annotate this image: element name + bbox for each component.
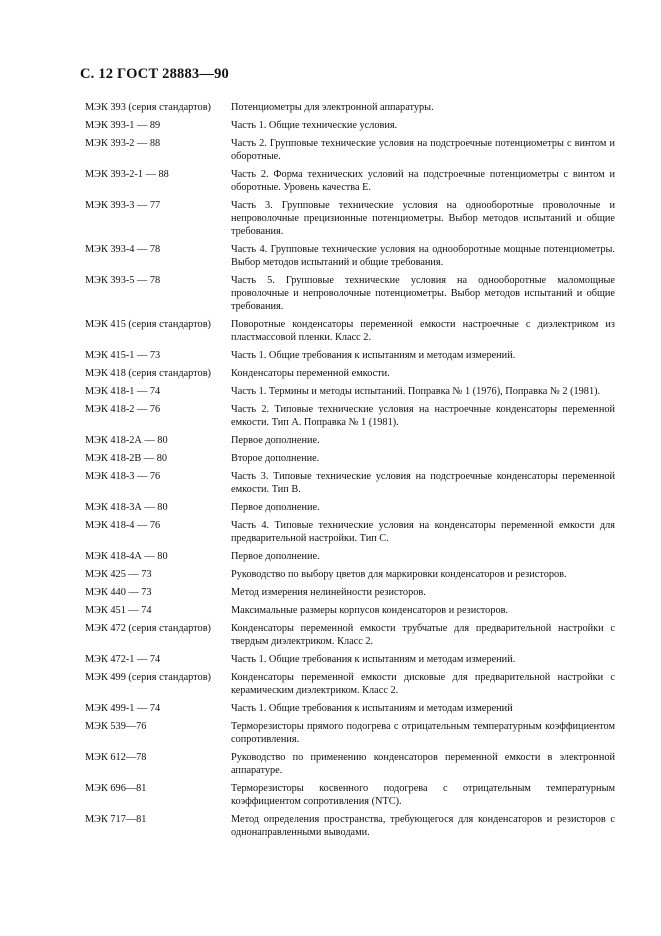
standard-description: Часть 4. Групповые технические условия на однооборотные мощные потенциометры. Выбор методов испытаний и общие требования. (231, 244, 615, 268)
standard-code: МЭК 499 (серия стандартов) (85, 672, 211, 683)
standard-entry (85, 813, 615, 839)
standard-entry (85, 568, 615, 581)
standard-code: МЭК 717—81 (85, 814, 147, 825)
standard-code: МЭК 418 (серия стандартов) (85, 368, 211, 379)
standard-entry (85, 434, 615, 447)
standard-code: МЭК 451 — 74 (85, 605, 152, 616)
standard-description: Часть 5. Групповые технические условия на однооборотные маломощные проволочные и непроволочные потенциометры. Выбор методов испытаний и общие требования. (231, 275, 615, 312)
standard-entry (85, 751, 615, 777)
standard-code: МЭК 472 (серия стандартов) (85, 623, 211, 634)
standard-description: Часть 4. Типовые технические условия на конденсаторы переменной емкости для предварительной настройки. Тип С. (231, 520, 615, 544)
standard-code: МЭК 425 — 73 (85, 569, 152, 580)
standard-entry (85, 604, 615, 617)
standard-entry (85, 168, 615, 194)
standard-entry (85, 586, 615, 599)
standard-description: Конденсаторы переменной емкости. (231, 368, 390, 379)
standard-description: Терморезисторы косвенного подогрева с отрицательным температурным коэффициентом сопротивления (NTC). (231, 783, 615, 807)
standard-entry (85, 101, 615, 114)
standard-code: МЭК 612—78 (85, 752, 147, 763)
standard-code: МЭК 393 (серия стандартов) (85, 102, 211, 113)
standard-description: Второе дополнение. (231, 453, 320, 464)
standard-entry (85, 501, 615, 514)
page-header: С. 12 ГОСТ 28883—90 (80, 66, 229, 82)
standard-entry (85, 403, 615, 429)
standard-code: МЭК 440 — 73 (85, 587, 152, 598)
standard-description: Часть 3. Групповые технические условия на однооборотные проволочные и непроволочные прецизионные потенциометры. Выбор методов испытаний и общие требования. (231, 200, 615, 237)
standard-entry (85, 720, 615, 746)
standard-code: МЭК 418-2В — 80 (85, 453, 168, 464)
standard-entry (85, 199, 615, 238)
standard-description: Часть 1. Общие требования к испытаниям и методам измерений. (231, 350, 516, 361)
standard-code: МЭК 418-4А — 80 (85, 551, 168, 562)
standard-description: Часть 3. Типовые технические условия на подстроечные конденсаторы переменной емкости. Тип В. (231, 471, 615, 495)
standard-description: Часть 1. Общие технические условия. (231, 120, 398, 131)
standard-code: МЭК 393-3 — 77 (85, 200, 161, 211)
standard-code: МЭК 415-1 — 73 (85, 350, 161, 361)
standard-description: Метод определения пространства, требующегося для конденсаторов и резисторов с однонаправленными выводами. (231, 814, 615, 838)
standard-code: МЭК 499-1 — 74 (85, 703, 161, 714)
standard-code: МЭК 418-1 — 74 (85, 386, 161, 397)
standard-description: Первое дополнение. (231, 435, 320, 446)
standard-description: Поворотные конденсаторы переменной емкости настроечные с диэлектриком из пластмассовой пленки. Класс 2. (231, 319, 615, 343)
standard-description: Часть 1. Термины и методы испытаний. Поправка № 1 (1976), Поправка № 2 (1981). (231, 386, 601, 397)
standard-code: МЭК 393-1 — 89 (85, 120, 161, 131)
standard-code: МЭК 472-1 — 74 (85, 654, 161, 665)
standards-list (85, 101, 615, 844)
standard-description: Потенциометры для электронной аппаратуры. (231, 102, 434, 113)
standard-description: Руководство по выбору цветов для маркировки конденсаторов и резисторов. (231, 569, 567, 580)
standard-entry (85, 782, 615, 808)
standard-entry (85, 119, 615, 132)
standard-description: Часть 1. Общие требования к испытаниям и методам измерений (231, 703, 513, 714)
standard-entry (85, 243, 615, 269)
standard-entry (85, 550, 615, 563)
standard-entry (85, 470, 615, 496)
standard-description: Первое дополнение. (231, 551, 320, 562)
standard-entry (85, 519, 615, 545)
standard-code: МЭК 393-2 — 88 (85, 138, 161, 149)
standard-description: Конденсаторы переменной емкости трубчатые для предварительной настройки с твердым диэлектриком. Класс 2. (231, 623, 615, 647)
standard-code: МЭК 418-2А — 80 (85, 435, 168, 446)
standard-entry (85, 452, 615, 465)
standard-code: МЭК 393-2-1 — 88 (85, 169, 169, 180)
standard-code: МЭК 415 (серия стандартов) (85, 319, 211, 330)
standard-entry (85, 367, 615, 380)
standard-code: МЭК 393-5 — 78 (85, 275, 161, 286)
standard-code: МЭК 418-2 — 76 (85, 404, 161, 415)
standard-code: МЭК 393-4 — 78 (85, 244, 161, 255)
standard-code: МЭК 418-3 — 76 (85, 471, 161, 482)
standard-description: Часть 2. Форма технических условий на подстроечные потенциометры с винтом и оборотные. Уровень качества Е. (231, 169, 615, 193)
standard-entry (85, 653, 615, 666)
standard-description: Максимальные размеры корпусов конденсаторов и резисторов. (231, 605, 509, 616)
standard-description: Первое дополнение. (231, 502, 320, 513)
standard-description: Конденсаторы переменной емкости дисковые для предварительной настройки с керамическим диэлектриком. Класс 2. (231, 672, 615, 696)
standard-description: Метод измерения нелинейности резисторов. (231, 587, 426, 598)
standard-description: Руководство по применению конденсаторов переменной емкости в электронной аппаратуре. (231, 752, 615, 776)
standard-code: МЭК 418-3А — 80 (85, 502, 168, 513)
standard-entry (85, 671, 615, 697)
standard-entry (85, 385, 615, 398)
standard-description: Часть 2. Типовые технические условия на настроечные конденсаторы переменной емкости. Тип А. Поправка № 1 (1981). (231, 404, 615, 428)
standard-description: Часть 2. Групповые технические условия на подстроечные потенциометры с винтом и оборотные. (231, 138, 615, 162)
standard-entry (85, 318, 615, 344)
standard-entry (85, 137, 615, 163)
standard-entry (85, 622, 615, 648)
standard-code: МЭК 696—81 (85, 783, 147, 794)
standard-entry (85, 702, 615, 715)
standard-description: Терморезисторы прямого подогрева с отрицательным температурным коэффициентом сопротивления. (231, 721, 615, 745)
standard-entry (85, 349, 615, 362)
standard-description: Часть 1. Общие требования к испытаниям и методам измерений. (231, 654, 516, 665)
standard-code: МЭК 539—76 (85, 721, 147, 732)
standard-code: МЭК 418-4 — 76 (85, 520, 161, 531)
standard-entry (85, 274, 615, 313)
